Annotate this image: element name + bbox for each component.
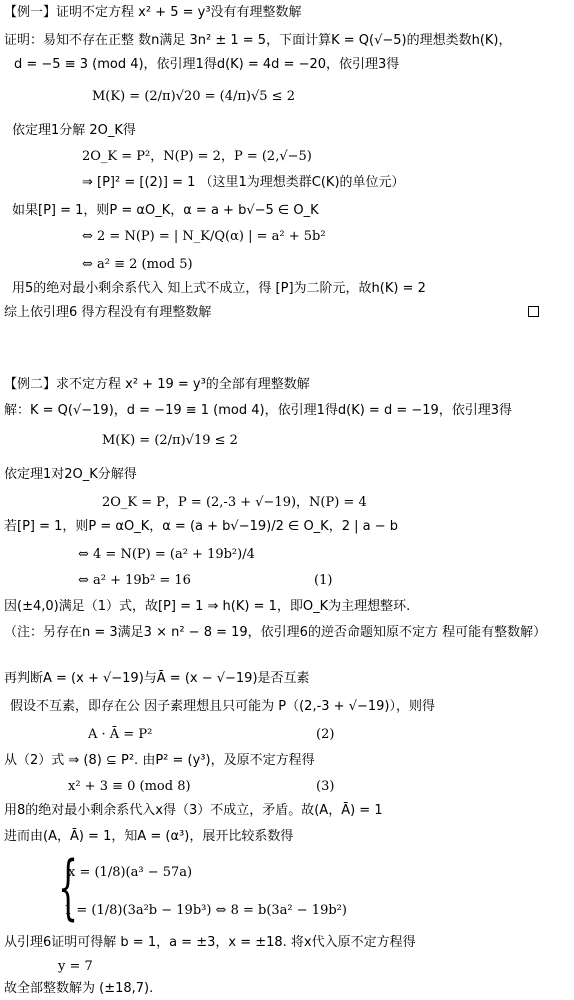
- example2-final-answer: 故全部整数解为 (±18,7).: [4, 981, 154, 996]
- example2-system-eq1: x = (1/8)(a³ − 57a): [68, 865, 193, 880]
- example1-discriminant: d = −5 ≡ 3 (mod 4)，依引理1得d(K) = 4d = −20，依引理3得: [14, 57, 400, 72]
- example2-class-number: 因(±4,0)满足（1）式，故[P] = 1 ⇒ h(K) = 1，即O_K为主理想整环.: [4, 599, 411, 614]
- example2-y-value: y = 7: [58, 959, 93, 974]
- example2-system-eq2: 1 = (1/8)(3a²b − 19b³) ⇔ 8 = b(3a² − 19b²): [64, 903, 347, 918]
- example2-cube-ideal: 进而由(A，Ā) = 1，知A = (α³)，展开比较系数得: [4, 829, 294, 844]
- example2-norm-equation: ⇔ 4 = N(P) = (a² + 19b²)/4: [78, 547, 255, 562]
- example1-title: 【例一】证明不定方程 x² + 5 = y³没有有理整数解: [4, 5, 302, 20]
- example2-assume-not-coprime: 假设不互素，即存在公 因子素理想且只可能为 P（(2,-3 + √−19)），则得: [10, 699, 435, 714]
- example2-congruence-3: x² + 3 ≡ 0 (mod 8): [68, 779, 191, 794]
- example1-proof-intro: 证明：易知不存在正整 数n满足 3n² ± 1 = 5，下面计算K = Q(√−5)的理想类数h(K)，: [4, 33, 512, 48]
- example2-principal-assumption: 若[P] = 1，则P = αO_K，α = (a + b√−19)/2 ∈ O_K，2 | a − b: [4, 519, 398, 534]
- example2-note: （注：另存在n = 3满足3 × n² − 8 = 19，依引理6的逆否命题知原不定方 程可能有整数解）: [4, 625, 547, 640]
- example2-factor-intro: 依定理1对2O_K分解得: [4, 467, 137, 482]
- example1-congruence: ⇔ a² ≡ 2 (mod 5): [82, 257, 193, 272]
- example1-factorization: 2O_K = P²，N(P) = 2，P = (2,√−5): [82, 149, 312, 164]
- example2-contradiction: 用8的绝对最小剩余系代入x得（3）不成立，矛盾。故(A，Ā) = 1: [4, 803, 383, 818]
- example1-class-order: ⇒ [P]² = [(2)] = 1 （这里1为理想类群C(K)的单位元）: [82, 175, 405, 190]
- example1-principal-assumption: 如果[P] = 1，则P = αO_K，α = a + b√−5 ∈ O_K: [12, 203, 319, 218]
- example2-factorization: 2O_K = P，P = (2,-3 + √−19)，N(P) = 4: [102, 495, 367, 510]
- example1-norm-equation: ⇔ 2 = N(P) = | N_K/Q(α) | = a² + 5b²: [82, 229, 326, 244]
- example1-conclusion: 综上依引理6 得方程没有有理整数解: [4, 305, 212, 320]
- example1-minkowski-bound: M(K) = (2/π)√20 = (4/π)√5 ≤ 2: [92, 89, 295, 104]
- qed-box-icon: [528, 306, 539, 317]
- example2-minkowski-bound: M(K) = (2/π)√19 ≤ 2: [102, 433, 238, 448]
- equation-tag-3: (3): [316, 779, 335, 794]
- example2-solution-intro: 解：K = Q(√−19)，d = −19 ≡ 1 (mod 4)，依引理1得d(K) = d = −19，依引理3得: [4, 403, 513, 418]
- example2-solve-params: 从引理6证明可得解 b = 1，a = ±3，x = ±18. 将x代入原不定方程得: [4, 935, 416, 950]
- example2-title: 【例二】求不定方程 x² + 19 = y³的全部有理整数解: [4, 377, 310, 392]
- example1-factor-intro: 依定理1分解 2O_K得: [12, 123, 136, 138]
- example1-residue-check: 用5的绝对最小剩余系代入 知上式不成立，得 [P]为二阶元，故h(K) = 2: [12, 281, 426, 296]
- example2-equation-1: ⇔ a² + 19b² = 16: [78, 573, 191, 588]
- example2-coprime-question: 再判断A = (x + √−19)与Ā = (x − √−19)是否互素: [4, 671, 310, 686]
- equation-tag-2: (2): [316, 727, 335, 742]
- system-brace: {: [58, 846, 79, 928]
- equation-tag-1: (1): [314, 573, 333, 588]
- example2-product-ideal: A · Ā = P²: [88, 727, 153, 742]
- example2-ideal-inclusion: 从（2）式 ⇒ (8) ⊆ P². 由P² = (y³)，及原不定方程得: [4, 753, 315, 768]
